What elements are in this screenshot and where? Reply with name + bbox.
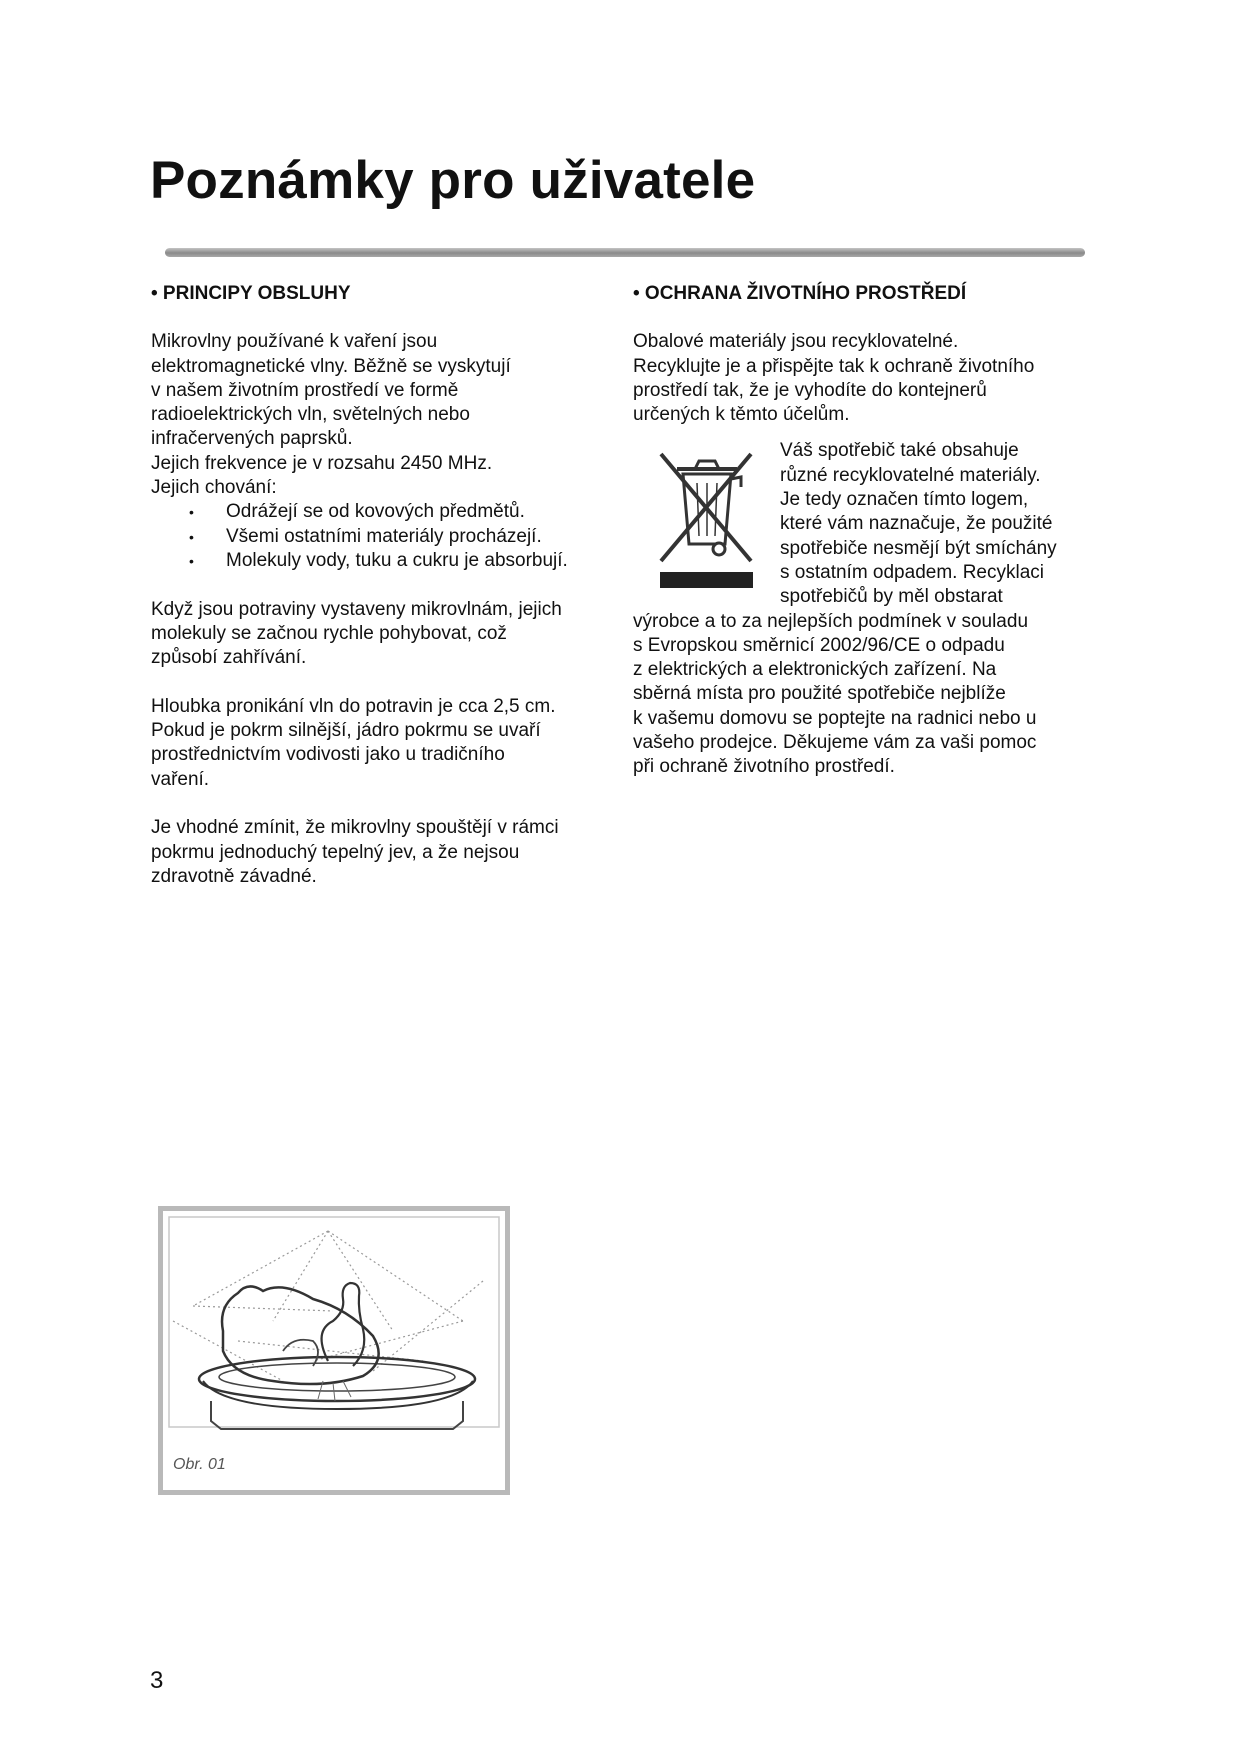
recycling-paragraph: výrobce a to za nejlepších podmínek v souladu s Evropskou směrnicí 2002/96/CE o odpadu z elektrických a elektronických zařízení. Na sběrná místa pro použité spotřebiče nejblíže k vašemu domovu se poptejte na radnici nebo u vašeho prodejce. Děkujeme vám za vaši pomoc při ochraně životního prostředí.: [633, 610, 1037, 778]
safety-paragraph: Je vhodné zmínit, že mikrovlny spouštějí v rámci pokrmu jednoduchý tepelný jev, a že nejsou zdravotně závadné.: [151, 817, 559, 887]
principles-intro: Mikrovlny používané k vaření jsou elektromagnetické vlny. Běžně se vyskytují v našem životním prostředí ve formě radioelektrických vln, světelných nebo infračervených paprsků. Jejich frekvence je v rozsahu 2450 MHz. Jejich chování:: [151, 331, 511, 499]
microwave-chicken-illustration: [163, 1211, 505, 1490]
crossed-out-wheelie-bin-icon: [633, 439, 780, 594]
title-divider: [165, 248, 1085, 257]
figure-caption: Obr. 01: [173, 1456, 226, 1473]
bullet-icon: •: [189, 552, 194, 569]
behaviour-list: [151, 500, 621, 573]
section-heading-environment: • OCHRANA ŽIVOTNÍHO PROSTŘEDÍ: [633, 283, 967, 304]
list-item-text: Odrážejí se od kovových předmětů.: [226, 501, 525, 523]
left-column: [151, 282, 621, 913]
list-item: [151, 525, 621, 549]
packaging-paragraph: Obalové materiály jsou recyklovatelné. Recyklujte je a přispějte tak k ochraně životního prostředí tak, že je vyhodíte do kontejnerů určených k těmto účelům.: [633, 331, 1035, 426]
bullet-icon: •: [189, 528, 194, 545]
heating-paragraph: Když jsou potraviny vystaveny mikrovlnám, jejich molekuly se začnou rychle pohybovat, což způsobí zahřívání.: [151, 598, 562, 669]
list-item: [151, 500, 621, 524]
list-item-text: Molekuly vody, tuku a cukru je absorbují.: [226, 549, 568, 571]
weee-description: Váš spotřebič také obsahuje různé recyklovatelné materiály. Je tedy označen tímto logem, které vám naznačuje, že použité spotřebiče nesmějí být smíchány s ostatním odpadem. Recyklaci spotřebičů by měl obstarat: [780, 440, 1057, 608]
list-item: [151, 549, 621, 573]
section-heading-principles: • PRINCIPY OBSLUHY: [151, 283, 351, 304]
penetration-paragraph: Hloubka pronikání vln do potravin je cca 2,5 cm. Pokud je pokrm silnější, jádro pokrmu se uvaří prostřednictvím vodivosti jako u tradičního vaření.: [151, 695, 556, 790]
weee-section: [633, 439, 1093, 609]
microwave-figure: [158, 1206, 510, 1495]
page-number: 3: [150, 1667, 164, 1694]
list-item-text: Všemi ostatními materiály procházejí.: [226, 525, 542, 547]
bullet-icon: •: [189, 504, 194, 521]
page-title: Poznámky pro uživatele: [150, 151, 756, 210]
right-column: [633, 282, 1093, 780]
